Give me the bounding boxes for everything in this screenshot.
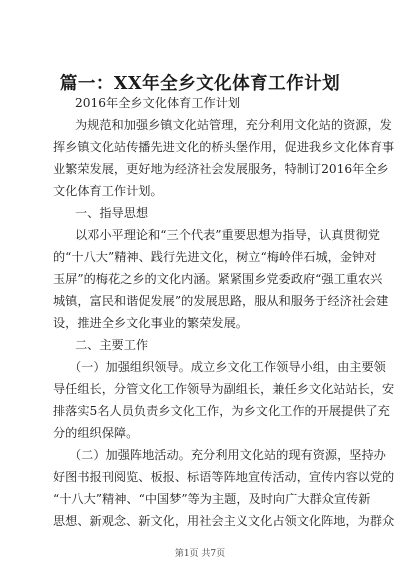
paragraph-line: 文化体育工作计划。: [53, 184, 163, 198]
paragraph-line: 思想、新观念、新文化，用社会主义文化占领文化阵地，为群众: [53, 514, 395, 528]
paragraph-line: “十八大”精神、“中国梦”等为主题，及时向广大群众宣传新: [53, 492, 371, 506]
paragraph-line: 为规范和加强乡镇文化站管理，充分利用文化站的资源，发: [75, 118, 392, 132]
paragraph-line: 业繁荣发展，更好地为经济社会发展服务，特制订2016年全乡: [53, 162, 389, 176]
paragraph-line: 分的组织保障。: [53, 426, 139, 440]
document-subtitle: 2016年全乡文化体育工作计划: [75, 96, 241, 110]
paragraph-line: 城镇，富民和谐促发展”的发展思路，服从和服务于经济社会建: [53, 294, 389, 308]
section-heading: 二、主要工作: [75, 338, 149, 352]
paragraph-line: 导任组长，分管文化工作领导为副组长，兼任乡文化站站长，安: [53, 382, 395, 396]
paragraph-line: 好图书报刊阅览、板报、标语等阵地宣传活动，宣传内容以党的: [53, 470, 395, 484]
paragraph-line: 设，推进全乡文化事业的繁荣发展。: [53, 316, 248, 330]
paragraph-line: 玉屏”的梅花之乡的文化内涵。紧紧围乡党委政府“强工重农兴: [53, 272, 383, 286]
paragraph-line: 排落实5名人员负责乡文化工作，为乡文化工作的开展提供了充: [53, 404, 390, 418]
paragraph-line: （一）加强组织领导。成立乡文化工作领导小组，由主要领: [69, 360, 386, 374]
paragraph-line: （二）加强阵地活动。充分利用文化站的现有资源，坚持办: [69, 448, 386, 462]
page-title: 篇一：XX年全乡文化体育工作计划: [59, 74, 341, 94]
paragraph-line: 挥乡镇文化站传播先进文化的桥头堡作用，促进我乡文化体育事: [53, 140, 395, 154]
page-number-footer: 第1页 共7页: [174, 549, 226, 559]
paragraph-line: 以邓小平理论和“三个代表”重要思想为指导，认真贯彻党: [75, 228, 380, 242]
paragraph-line: 的“十八大”精神、践行先进文化，树立“梅岭伴石城，金钟对: [53, 250, 377, 264]
section-heading: 一、指导思想: [75, 206, 149, 220]
